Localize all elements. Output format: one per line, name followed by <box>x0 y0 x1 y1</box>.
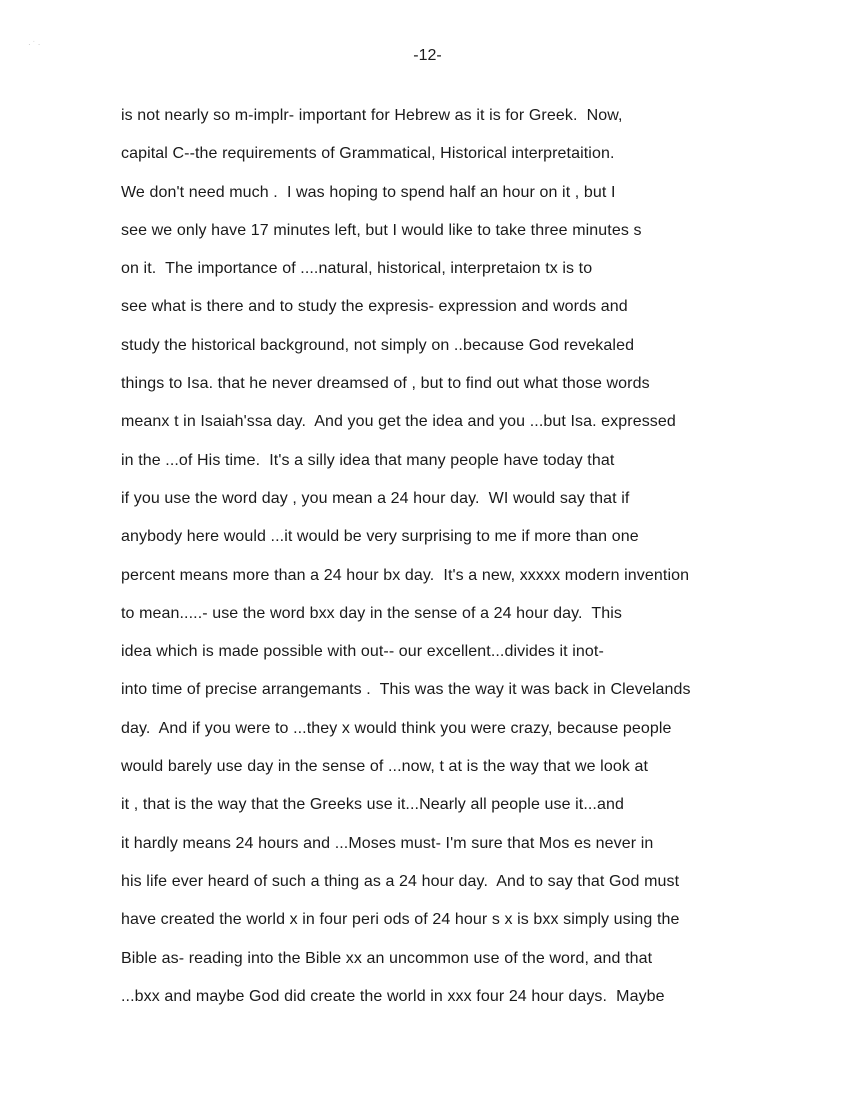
text-line: We don't need much . I was hoping to spend half an hour on it , but I <box>121 183 616 201</box>
text-line: his life ever heard of such a thing as a 24 hour day. And to say that God must <box>121 872 680 890</box>
text-line: idea which is made possible with out-- our excellent...divides it inot- <box>121 643 604 661</box>
text-line: study the historical background, not simply on ..because God revekaled <box>121 336 635 354</box>
text-line: anybody here would ...it would be very surprising to me if more than one <box>121 528 639 546</box>
text-line: see we only have 17 minutes left, but I would like to take three minutes s <box>121 221 642 239</box>
text-line: Bible as- reading into the Bible xx an uncommon use of the word, and that <box>121 949 653 967</box>
text-line: ...bxx and maybe God did create the world in xxx four 24 hour days. Maybe <box>121 987 665 1005</box>
text-line: would barely use day in the sense of ...now, t at is the way that we look at <box>121 758 649 776</box>
text-line: is not nearly so m-implr- important for Hebrew as it is for Greek. Now, <box>121 107 623 124</box>
document-body <box>121 104 821 1023</box>
text-line: to mean.....- use the word bxx day in the sense of a 24 hour day. This <box>121 604 623 622</box>
text-line: capital C--the requirements of Grammatical, Historical interpretaition. <box>121 145 615 163</box>
page-number: -12- <box>413 47 442 64</box>
text-line: have created the world x in four peri ods of 24 hour s x is bxx simply using the <box>121 911 680 929</box>
text-line: things to Isa. that he never dreamsed of , but to find out what those words <box>121 375 650 393</box>
text-line: day. And if you were to ...they x would think you were crazy, because people <box>121 719 672 737</box>
text-line: into time of precise arrangemants . This was the way it was back in Clevelands <box>121 681 691 699</box>
text-line: it , that is the way that the Greeks use it...Nearly all people use it...and <box>121 796 624 814</box>
text-line: in the ...of His time. It's a silly idea that many people have today that <box>121 451 615 469</box>
text-line: on it. The importance of ....natural, historical, interpretaion tx is to <box>121 260 593 278</box>
text-line: it hardly means 24 hours and ...Moses must- I'm sure that Mos es never in <box>121 834 654 852</box>
scan-specks: · ˙ · <box>28 40 41 49</box>
text-line: meanx t in Isaiah'ssa day. And you get the idea and you ...but Isa. expressed <box>121 413 676 431</box>
text-line: if you use the word day , you mean a 24 hour day. WI would say that if <box>121 489 630 507</box>
text-line: see what is there and to study the expresis- expression and words and <box>121 298 628 316</box>
text-line: percent means more than a 24 hour bx day. It's a new, xxxxx modern invention <box>121 566 690 584</box>
